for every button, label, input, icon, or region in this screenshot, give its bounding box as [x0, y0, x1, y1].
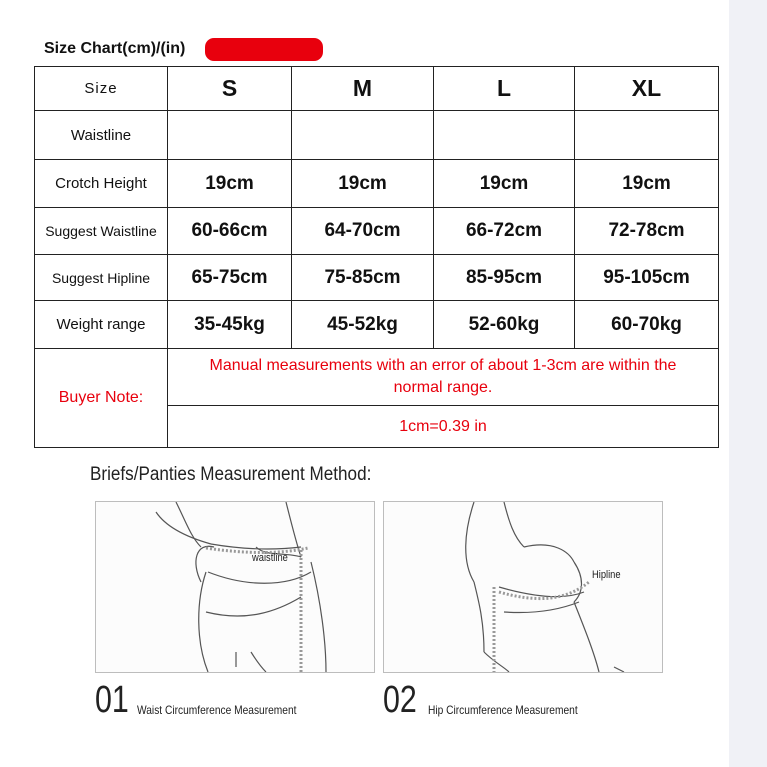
- table-cell: 75-85cm: [292, 255, 434, 301]
- page-title: Size Chart(cm)/(in): [44, 40, 186, 57]
- waistline-tag: waistline: [252, 552, 288, 564]
- table-row: [35, 208, 719, 255]
- table-cell: [292, 111, 434, 160]
- page-side-strip: [729, 0, 767, 767]
- table-cell: 19cm: [434, 160, 575, 208]
- table-cell: 65-75cm: [168, 255, 292, 301]
- row-label-suggest-waistline: Suggest Waistline: [35, 208, 168, 255]
- table-cell: [575, 111, 719, 160]
- table-cell: 60-66cm: [168, 208, 292, 255]
- table-row: [35, 111, 719, 160]
- buyer-note-row: [35, 349, 719, 406]
- table-cell: 35-45kg: [168, 301, 292, 349]
- row-label-crotch-height: Crotch Height: [35, 160, 168, 208]
- unit-conversion-text: 1cm=0.39 in: [168, 406, 719, 448]
- hip-measurement-illustration: [383, 501, 663, 673]
- hip-figure-lines: [466, 502, 624, 672]
- step-number-01: 01: [95, 679, 129, 721]
- waist-caption: Waist Circumference Measurement: [137, 703, 297, 717]
- size-m-header: M: [292, 67, 434, 111]
- redaction-mark: [205, 38, 323, 61]
- table-cell: 60-70kg: [575, 301, 719, 349]
- row-label-waistline: Waistline: [35, 111, 168, 160]
- table-cell: 72-78cm: [575, 208, 719, 255]
- hip-caption: Hip Circumference Measurement: [428, 703, 578, 717]
- table-cell: 95-105cm: [575, 255, 719, 301]
- size-xl-header: XL: [575, 67, 719, 111]
- table-cell: [434, 111, 575, 160]
- row-label-suggest-hipline: Suggest Hipline: [35, 255, 168, 301]
- hip-figure-drawing: [384, 502, 662, 672]
- buyer-note-text: Manual measurements with an error of about 1-3cm are within the normal range.: [168, 349, 719, 406]
- hipline-tag: Hipline: [592, 569, 621, 581]
- table-cell: [168, 111, 292, 160]
- table-header-row: [35, 67, 719, 111]
- size-header-label: Size: [35, 67, 168, 111]
- table-row: [35, 160, 719, 208]
- table-cell: 19cm: [292, 160, 434, 208]
- table-cell: 64-70cm: [292, 208, 434, 255]
- table-cell: 66-72cm: [434, 208, 575, 255]
- table-cell: 19cm: [575, 160, 719, 208]
- size-chart-table: [34, 66, 719, 448]
- table-cell: 85-95cm: [434, 255, 575, 301]
- table-cell: 52-60kg: [434, 301, 575, 349]
- waist-tape-measure: [206, 548, 308, 672]
- table-cell: 19cm: [168, 160, 292, 208]
- table-row: [35, 255, 719, 301]
- size-l-header: L: [434, 67, 575, 111]
- waist-measurement-illustration: [95, 501, 375, 673]
- buyer-note-label: Buyer Note:: [35, 349, 168, 448]
- size-s-header: S: [168, 67, 292, 111]
- table-cell: 45-52kg: [292, 301, 434, 349]
- measurement-method-title: Briefs/Panties Measurement Method:: [90, 464, 372, 485]
- waist-figure-drawing: [96, 502, 374, 672]
- step-number-02: 02: [383, 679, 417, 721]
- row-label-weight-range: Weight range: [35, 301, 168, 349]
- table-row: [35, 301, 719, 349]
